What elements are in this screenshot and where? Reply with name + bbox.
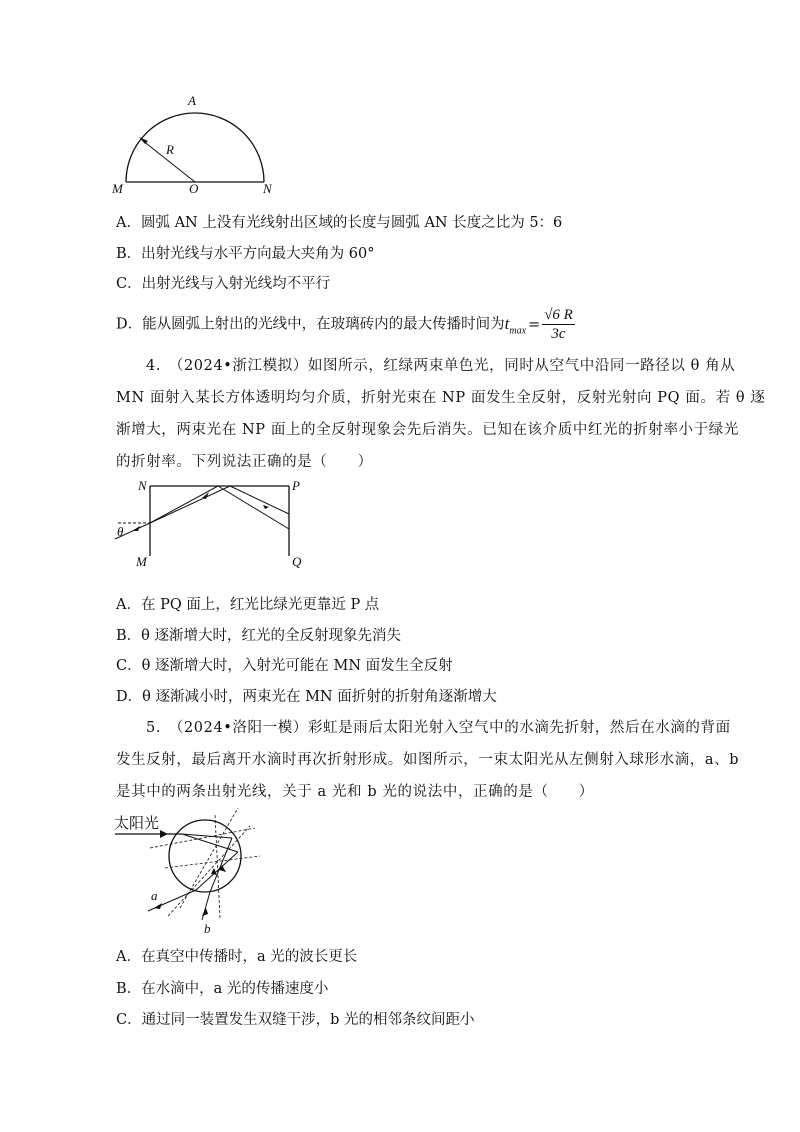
q5-option-c: C．通过同一装置发生双缝干涉，b 光的相邻条纹间距小 [116, 1012, 475, 1028]
label-M: M [112, 181, 123, 196]
q4-stem-line-2: MN 面射入某长方体透明均匀介质，折射光束在 NP 面发生全反射，反射光射向 PQ 面。若 θ 逐 [116, 390, 766, 406]
q3-option-c: C．出射光线与入射光线均不平行 [116, 276, 331, 292]
label-Q: Q [292, 554, 302, 569]
water-droplet-figure [110, 808, 270, 938]
rectangle-block-figure [110, 476, 310, 571]
q4-stem-line-4: 的折射率。下列说法正确的是（ ） [116, 454, 373, 470]
label-theta: θ [117, 524, 124, 539]
label-M2: M [136, 554, 147, 569]
label-P: P [292, 478, 300, 493]
q5-option-a: A．在真空中传播时，a 光的波长更长 [116, 949, 358, 965]
label-a: a [151, 888, 158, 903]
q5-stem-line-2: 发生反射，最后离开水滴时再次折射形成。如图所示，一束太阳光从左侧射入球形水滴，a、b [116, 752, 740, 768]
label-b: b [204, 921, 211, 936]
q3-option-d-text: D．能从圆弧上射出的光线中，在玻璃砖内的最大传播时间为 [116, 316, 505, 333]
q4-option-c: C．θ 逐渐增大时，入射光可能在 MN 面发生全反射 [116, 658, 453, 674]
q3-option-d: D．能从圆弧上射出的光线中，在玻璃砖内的最大传播时间为$t_{max}$ = $\frac{√6 R}{3c}$ [116, 307, 573, 342]
q3-option-a: A．圆弧 AN 上没有光线射出区域的长度与圆弧 AN 长度之比为 5：6 [116, 215, 563, 231]
q4-stem-line-3: 渐增大，两束光在 NP 面上的全反射现象会先后消失。已知在该介质中红光的折射率小于绿光 [116, 422, 739, 438]
q5-stem-line-3: 是其中的两条出射光线，关于 a 光和 b 光的说法中，正确的是（ ） [116, 784, 594, 800]
q4-stem-line-1: 4. （2024•浙江模拟）如图所示，红绿两束单色光，同时从空气中沿同一路径以 θ 角从 [146, 358, 736, 374]
q4-option-d: D．θ 逐渐减小时，两束光在 MN 面折射的折射角逐渐增大 [116, 689, 497, 705]
q5-stem-line-1: 5. （2024•洛阳一模）彩虹是雨后太阳光射入空气中的水滴先折射，然后在水滴的背面 [146, 720, 731, 736]
q5-option-b: B．在水滴中，a 光的传播速度小 [116, 981, 329, 997]
q4-option-a: A．在 PQ 面上，红光比绿光更靠近 P 点 [116, 597, 380, 613]
label-N: N [263, 181, 272, 196]
label-sunlight: 太阳光 [114, 814, 160, 832]
label-R: R [166, 142, 174, 157]
time-fraction: $\frac{√6 R}{3c}$ [544, 307, 573, 342]
semicircle-figure [110, 92, 285, 197]
label-A: A [188, 93, 196, 108]
q4-option-b: B．θ 逐渐增大时，红光的全反射现象先消失 [116, 628, 401, 644]
tmax-symbol: $t_{max}$ [504, 313, 527, 336]
label-N2: N [138, 478, 147, 493]
q3-option-b: B．出射光线与水平方向最大夹角为 60° [116, 246, 375, 262]
label-O: O [189, 181, 199, 196]
